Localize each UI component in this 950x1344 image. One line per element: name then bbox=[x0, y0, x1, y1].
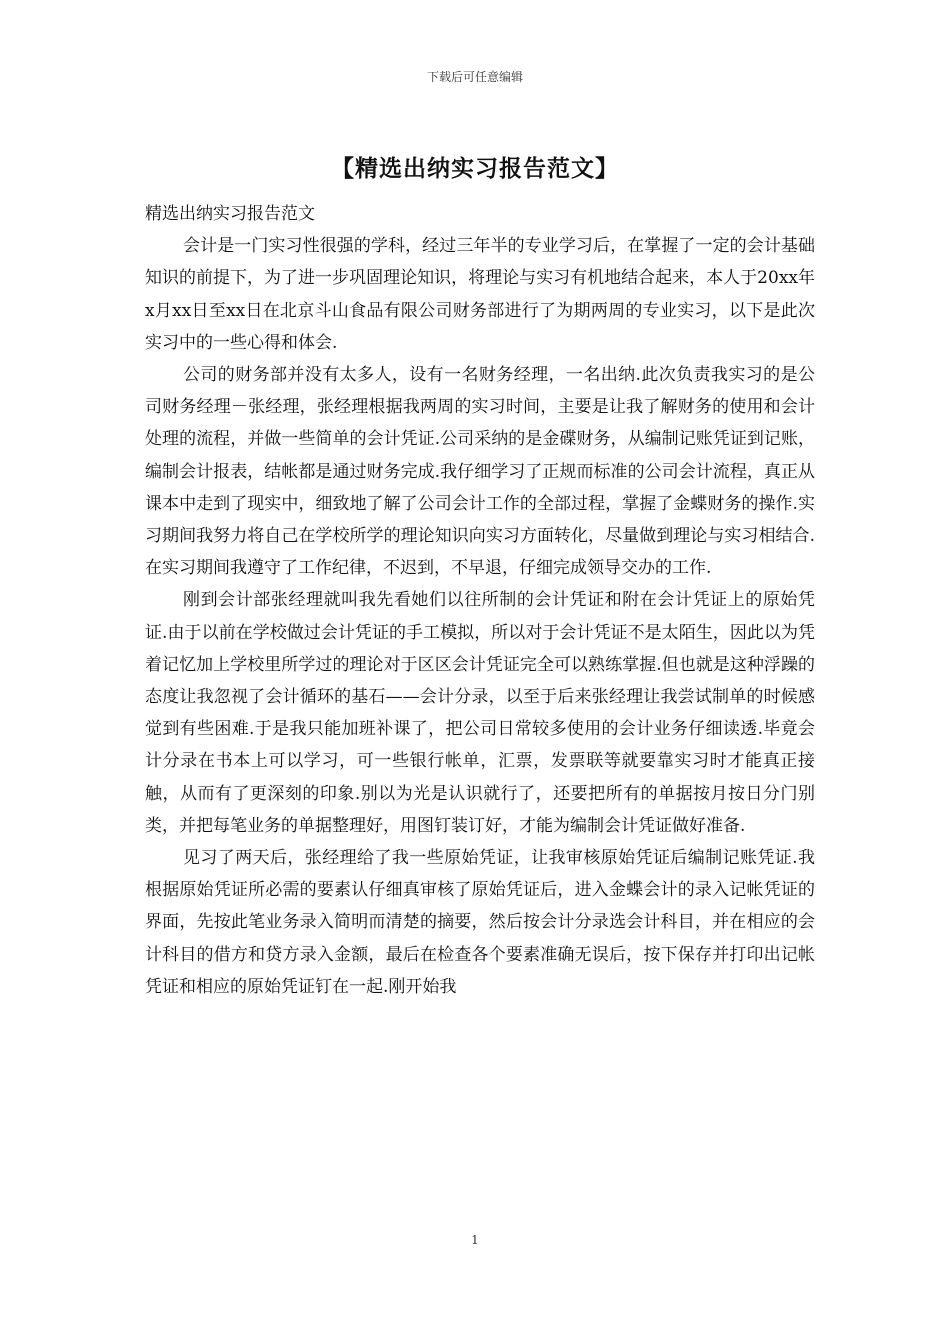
document-subtitle: 精选出纳实习报告范文 bbox=[145, 204, 315, 224]
paragraph-1: 会计是一门实习性很强的学科，经过三年半的专业学习后，在掌握了一定的会计基础知识的前提下，为了进一步巩固理论知识，将理论与实习有机地结合起来，本人于20xx年x月xx日至xx日在北京斗山食品有限公司财务部进行了为期两周的专业实习，以下是此次实习中的一些心得和体会. bbox=[145, 236, 815, 353]
paragraph-3: 刚到会计部张经理就叫我先看她们以往所制的会计凭证和附在会计凭证上的原始凭证.由于以前在学校做过会计凭证的手工模拟，所以对于会计凭证不是太陌生，因此以为凭着记忆加上学校里所学过的理论对于区区会计凭证完全可以熟练掌握.但也就是这种浮躁的态度让我忽视了会计循环的基石——会计分录，以至于后来张经理让我尝试制单的时候感觉到有些困难.于是我只能加班补课了，把公司日常较多使用的会计业务仔细读透.毕竟会计分录在书本上可以学习，可一些银行帐单，汇票，发票联等就要靠实习时才能真正接触，从而有了更深刻的印象.别以为光是认识就行了，还要把所有的单据按月按日分门别类，并把每笔业务的单据整理好，用图钉装订好，才能为编制会计凭证做好准备. bbox=[145, 590, 815, 836]
page-header-note: 下载后可任意编辑 bbox=[426, 70, 523, 84]
document-body bbox=[145, 198, 815, 1003]
page-number: 1 bbox=[471, 1233, 479, 1247]
document-title: 【精选出纳实习报告范文】 bbox=[331, 155, 619, 182]
paragraph-4: 见习了两天后，张经理给了我一些原始凭证，让我审核原始凭证后编制记账凭证.我根据原始凭证所必需的要素认仔细真审核了原始凭证后，进入金蝶会计的录入记帐凭证的界面，先按此笔业务录入简明而清楚的摘要，然后按会计分录选会计科目，并在相应的会计科目的借方和贷方录入金额，最后在检查各个要素准确无误后，按下保存并打印出记帐凭证和相应的原始凭证钉在一起.刚开始我 bbox=[145, 848, 815, 997]
paragraph-2: 公司的财务部并没有太多人，设有一名财务经理，一名出纳.此次负责我实习的是公司财务经理－张经理，张经理根据我两周的实习时间，主要是让我了解财务的使用和会计处理的流程，并做一些简单的会计凭证.公司采纳的是金碟财务，从编制记账凭证到记账，编制会计报表，结帐都是通过财务完成.我仔细学习了正规而标准的公司会计流程，真正从课本中走到了现实中，细致地了解了公司会计工作的全部过程，掌握了金蝶财务的操作.实习期间我努力将自己在学校所学的理论知识向实习方面转化，尽量做到理论与实习相结合.在实习期间我遵守了工作纪律，不迟到，不早退，仔细完成领导交办的工作. bbox=[145, 365, 815, 579]
